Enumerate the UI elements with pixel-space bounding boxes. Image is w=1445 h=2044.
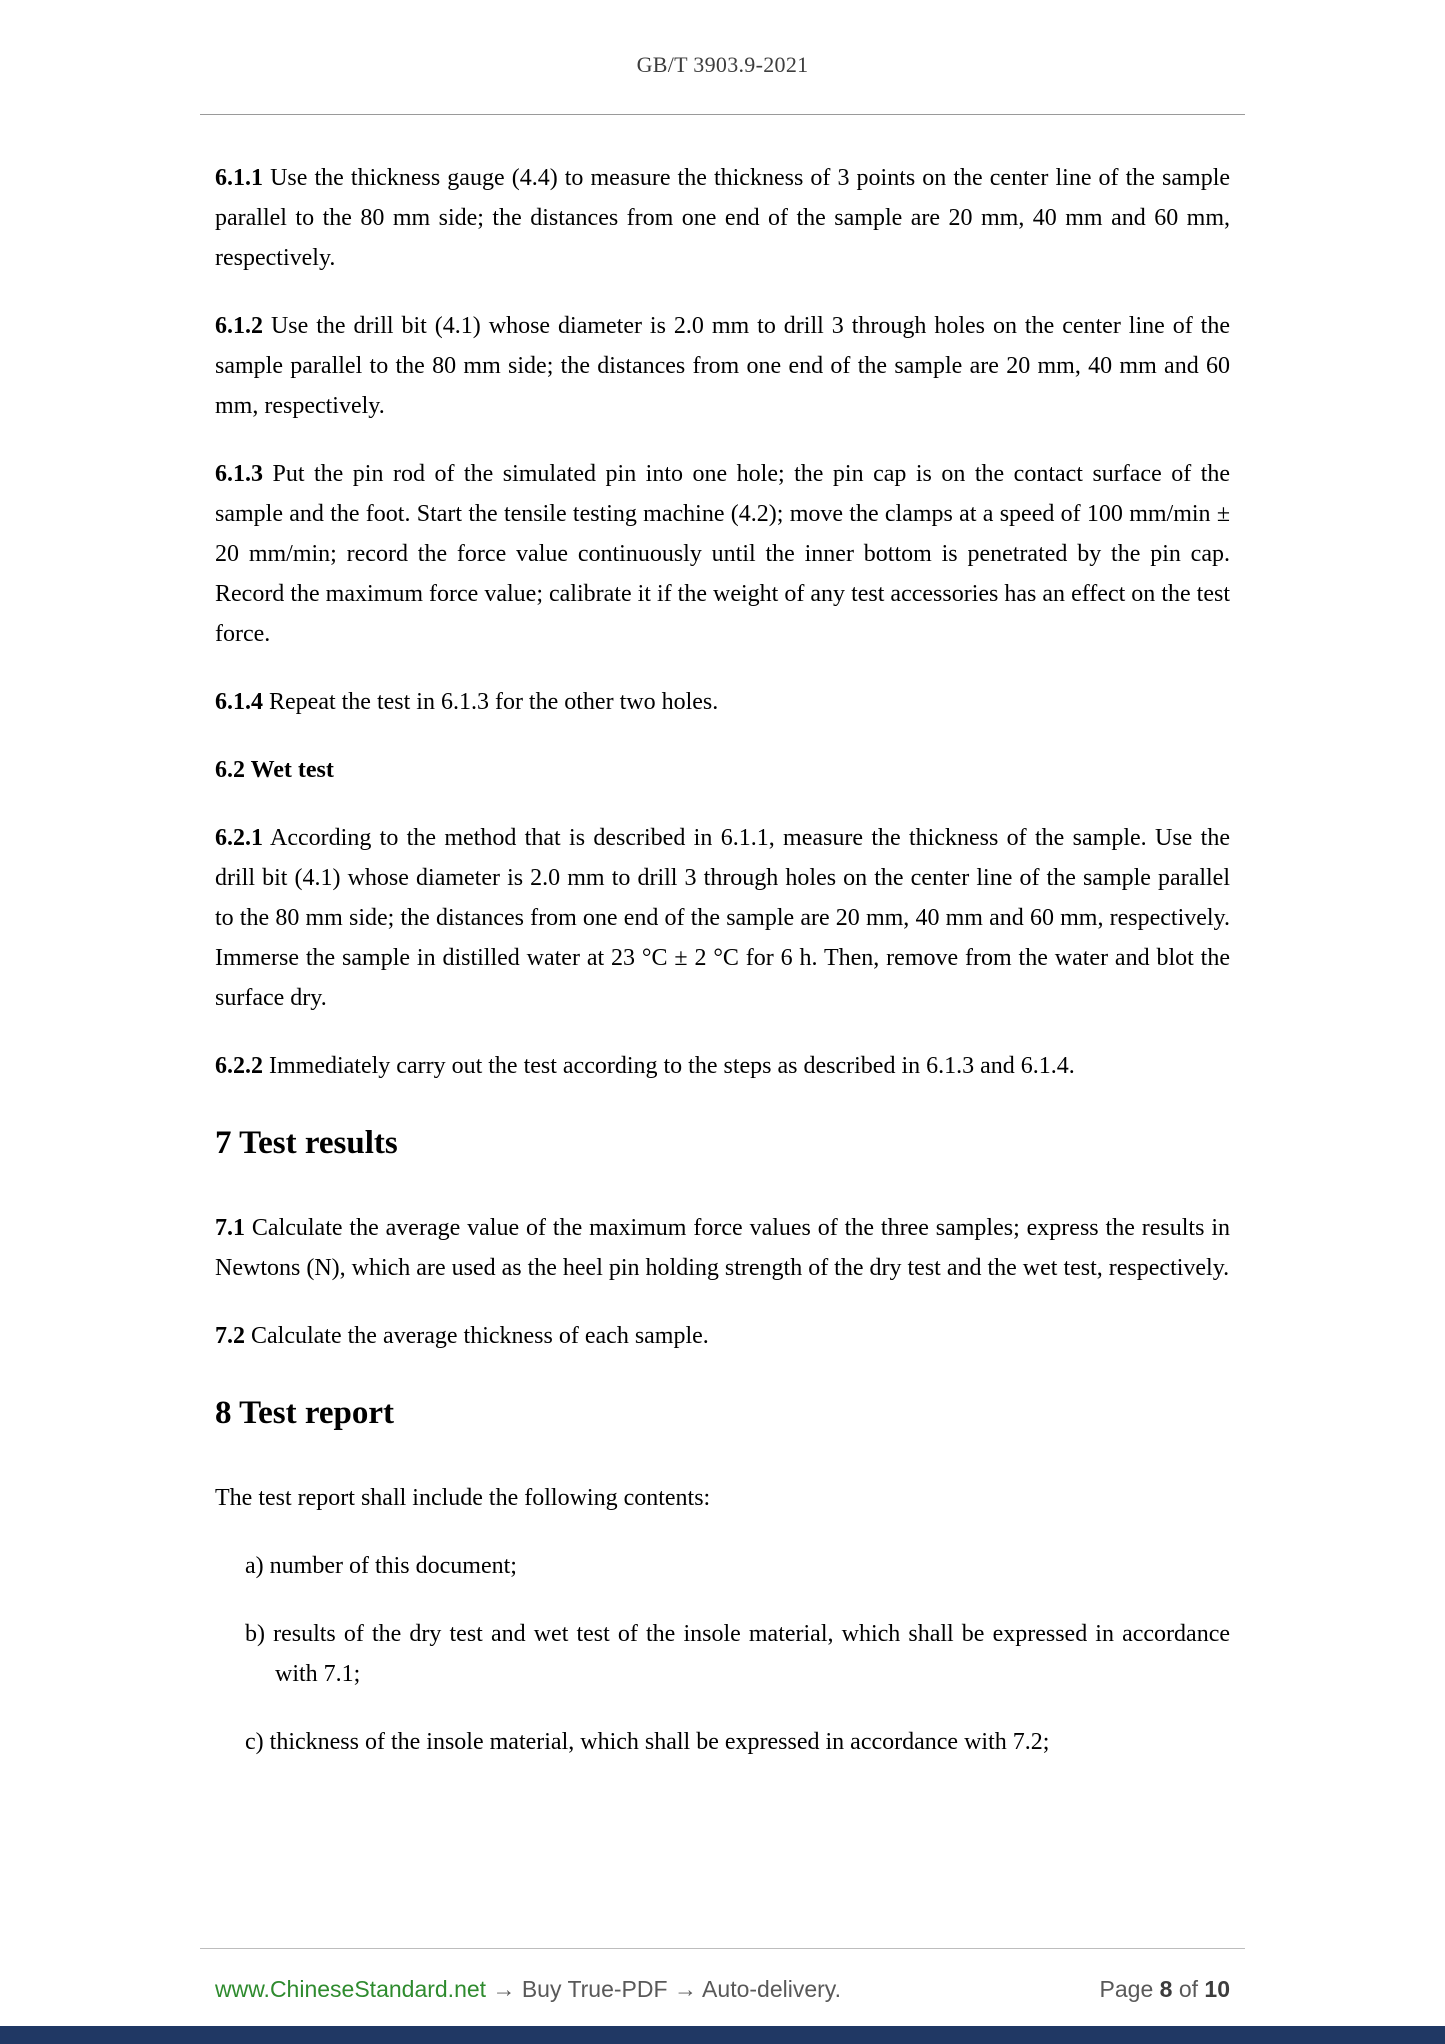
clause-text: Use the drill bit (4.1) whose diameter is 2.0 mm to drill 3 through holes on the center line of the sample parallel to the 80 mm side; the distances from one end of the sample are 20 mm, 40 mm and 60 mm, respectively. [215,313,1230,419]
clause-7-1 [215,1208,1230,1288]
list-marker: b) [245,1621,265,1647]
clause-number: 6.1.4 [215,689,263,715]
clause-number: 6.2.1 [215,825,263,851]
footer-left [215,1976,841,2003]
clause-text: According to the method that is described in 6.1.1, measure the thickness of the sample. Use the drill bit (4.1) whose diameter is 2.0 mm to drill 3 through holes on the center line of the sample parallel to the 80 mm side; the distances from one end of the sample are 20 mm, 40 mm and 60 mm, respectively. Immerse the sample in distilled water at 23 °C ± 2 °C for 6 h. Then, remove from the water and blot the surface dry. [215,825,1230,1011]
clause-number: 6.1.1 [215,165,263,191]
bottom-navy-bar [0,2026,1445,2044]
page-total: 10 [1204,1976,1230,2002]
header-divider [200,114,1245,115]
page-footer [215,1976,1230,2003]
clause-text: Repeat the test in 6.1.3 for the other two holes. [269,689,719,715]
report-intro: The test report shall include the following contents: [215,1485,711,1511]
footer-divider [200,1948,1245,1949]
clause-number: 7.2 [215,1323,245,1349]
clause-text: Immediately carry out the test according to the steps as described in 6.1.3 and 6.1.4. [269,1053,1075,1079]
clause-text: Put the pin rod of the simulated pin into one hole; the pin cap is on the contact surface of the sample and the foot. Start the tensile testing machine (4.2); move the clamps at a speed of 100 mm/min ± 20 mm/min; record the force value continuously until the inner bottom is penetrated by the pin cap. Record the maximum force value; calibrate it if the weight of any test accessories has an effect on the test force. [215,461,1231,647]
subheading-6-2: 6.2 Wet test [215,757,334,783]
clause-text: Calculate the average value of the maximum force values of the three samples; express the results in Newtons (N), which are used as the heel pin holding strength of the dry test and the wet test, respectively. [215,1215,1230,1281]
clause-6-1-1 [215,158,1230,278]
footer-tagline: → Buy True-PDF → Auto-delivery. [492,1976,841,2002]
clause-6-2-2 [215,1046,1230,1086]
page-current: 8 [1159,1976,1173,2002]
of-label: of [1178,1976,1199,2002]
section-heading-7: 7 Test results [215,1125,398,1161]
clause-number: 7.1 [215,1215,245,1241]
section-heading-8: 8 Test report [215,1395,395,1431]
document-content [215,158,1230,1790]
list-item-b [215,1614,1230,1694]
list-text: thickness of the insole material, which shall be expressed in accordance with 7.2; [269,1729,1050,1755]
clause-number: 6.2.2 [215,1053,263,1079]
website-link[interactable]: www.ChineseStandard.net [215,1976,487,2002]
clause-6-1-2 [215,306,1230,426]
list-text: number of this document; [269,1553,517,1579]
list-marker: c) [245,1729,264,1755]
clause-6-2-1 [215,818,1230,1018]
list-text: results of the dry test and wet test of the insole material, which shall be expressed in accordance with 7.1; [273,1621,1230,1687]
clause-number: 6.1.2 [215,313,263,339]
list-marker: a) [245,1553,264,1579]
clause-6-1-4 [215,682,1230,722]
clause-6-1-3 [215,454,1230,654]
clause-number: 6.1.3 [215,461,263,487]
page-header [0,52,1445,78]
clause-text: Use the thickness gauge (4.4) to measure the thickness of 3 points on the center line of the sample parallel to the 80 mm side; the distances from one end of the sample are 20 mm, 40 mm and 60 mm, respectively. [215,165,1231,271]
clause-text: Calculate the average thickness of each sample. [251,1323,709,1349]
clause-7-2 [215,1316,1230,1356]
list-item-a [215,1546,1230,1586]
list-item-c [215,1722,1230,1762]
page-label: Page [1099,1976,1154,2002]
doc-number: GB/T 3903.9-2021 [636,52,809,77]
page-indicator [1100,1976,1230,2003]
